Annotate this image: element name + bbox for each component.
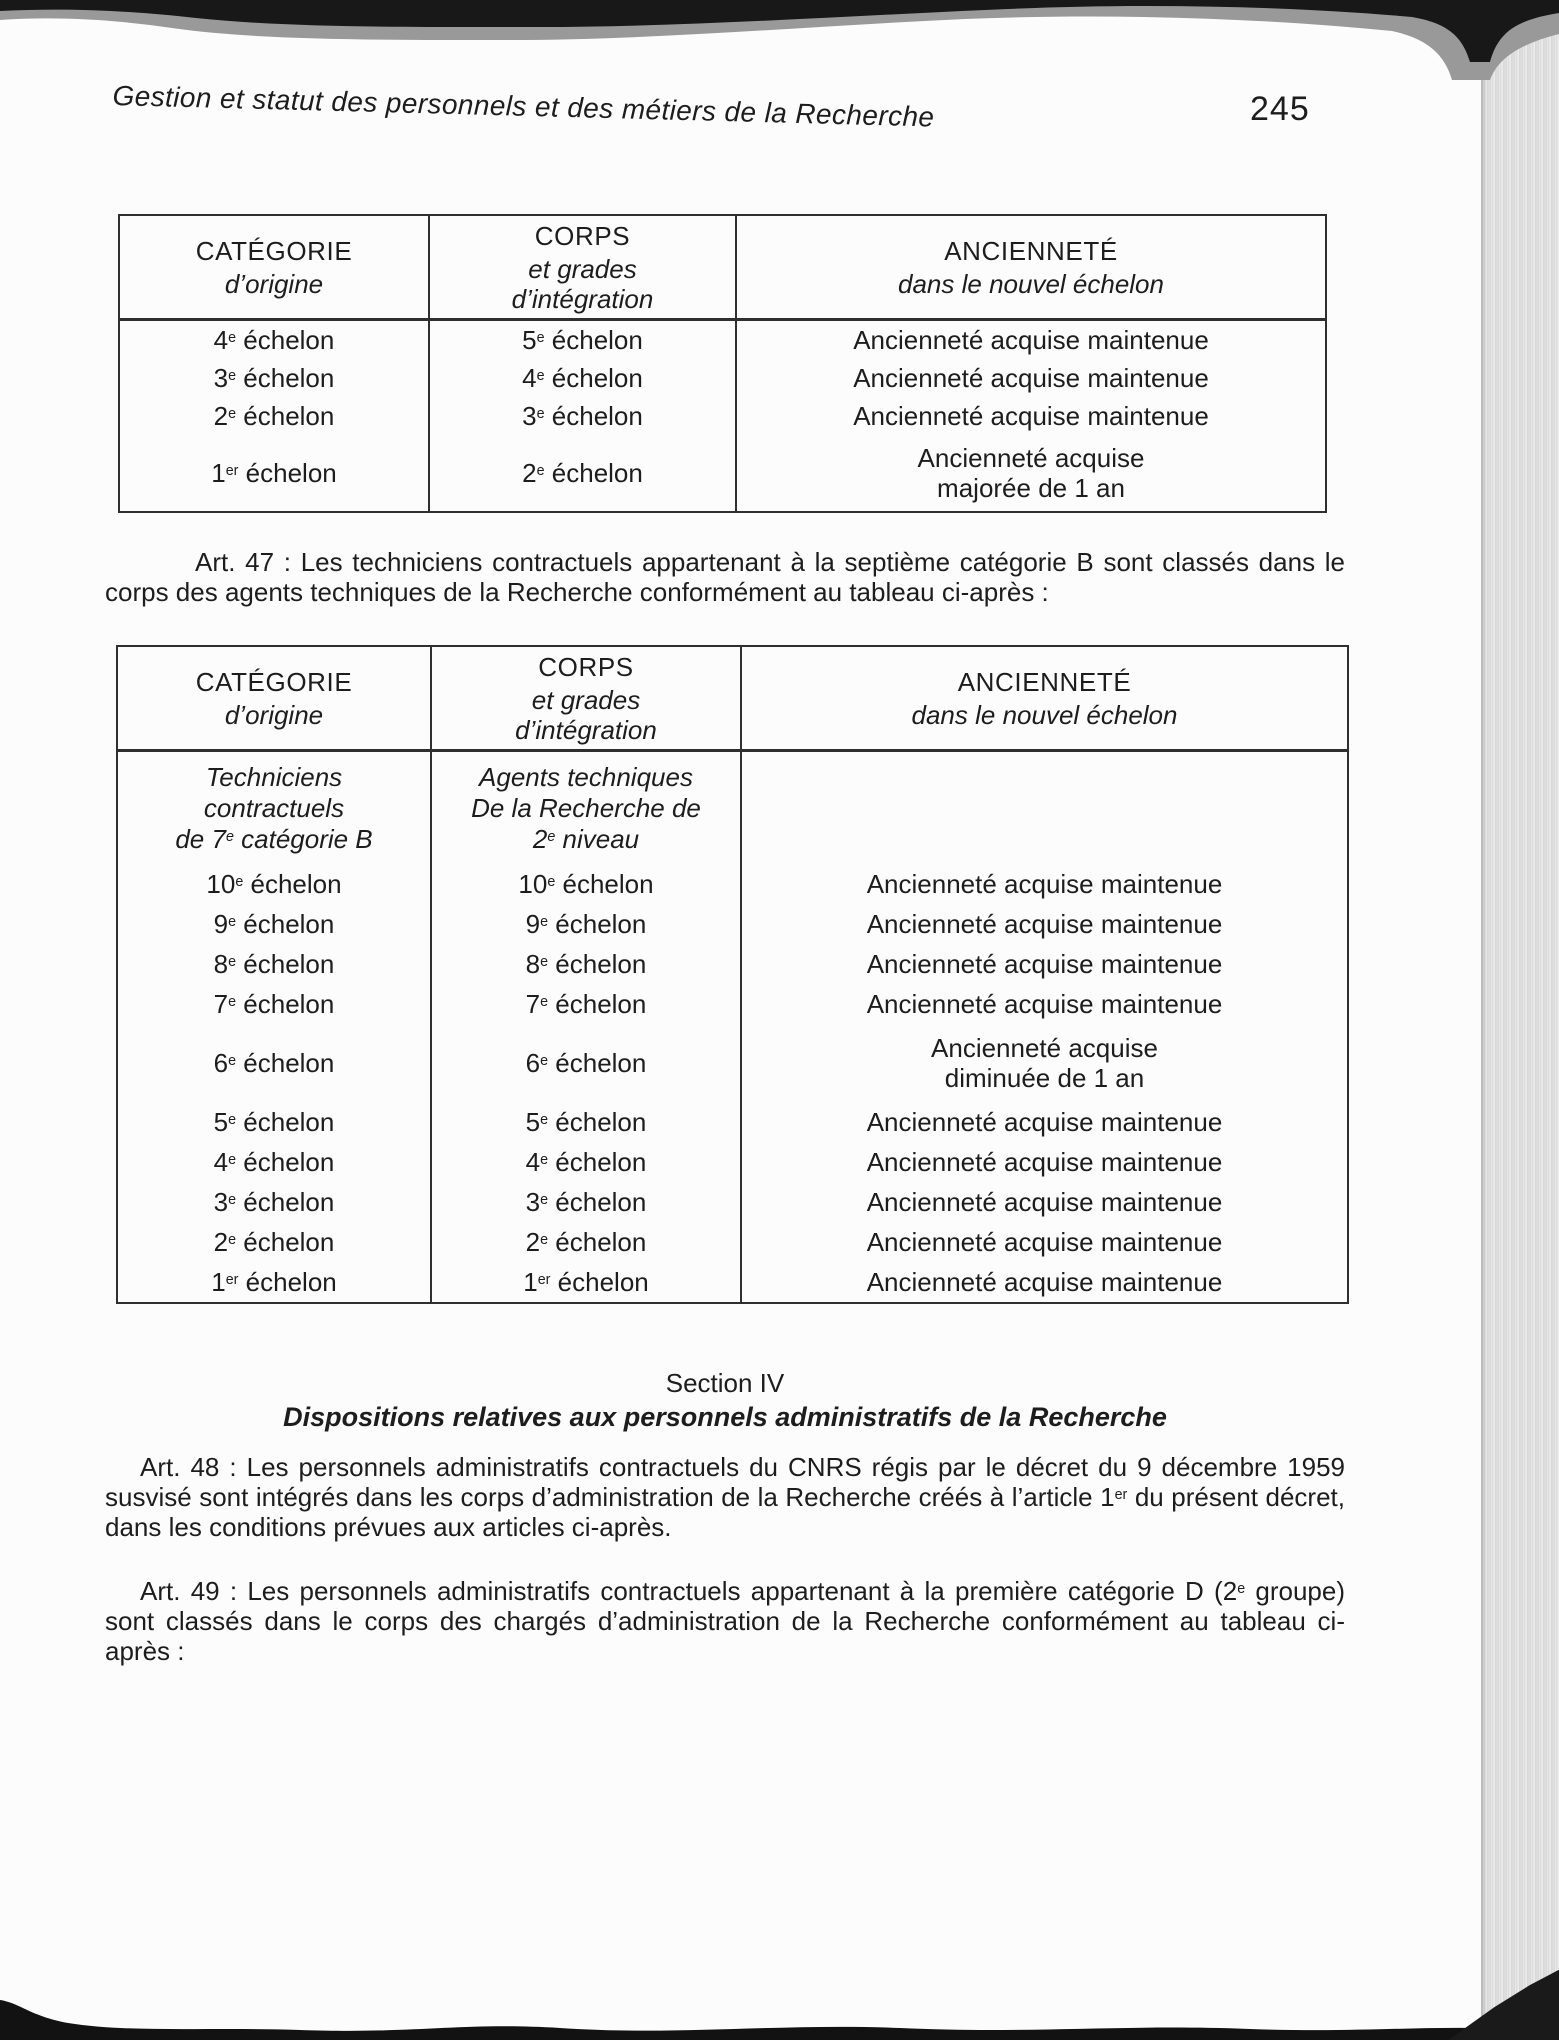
origin-echelon-cell: 4e échelon (117, 1142, 431, 1182)
table-row (117, 1222, 1348, 1262)
anciennete-cell (741, 751, 1348, 865)
table-row (117, 864, 1348, 904)
origin-echelon-cell: 2e échelon (119, 397, 429, 435)
corps-echelon-cell: 3e échelon (431, 1182, 741, 1222)
table-row (119, 320, 1326, 360)
column-header-categorie (119, 215, 429, 320)
corps-echelon-cell: 6e échelon (431, 1024, 741, 1102)
anciennete-cell: Ancienneté acquise maintenue (741, 944, 1348, 984)
origin-echelon-cell: 3e échelon (117, 1182, 431, 1222)
table-row (117, 1102, 1348, 1142)
origin-echelon-cell: 1er échelon (119, 435, 429, 512)
table-row (117, 904, 1348, 944)
column-header-corps (431, 646, 741, 751)
corps-echelon-cell: 3e échelon (429, 397, 736, 435)
anciennete-cell: Ancienneté acquise diminuée de 1 an (741, 1024, 1348, 1102)
column-header-subtitle: d’origine (224, 699, 324, 730)
anciennete-cell: Ancienneté acquise maintenue (741, 864, 1348, 904)
anciennete-cell: Ancienneté acquise maintenue (736, 320, 1326, 360)
anciennete-cell: Ancienneté acquise maintenue (741, 1142, 1348, 1182)
anciennete-cell: Ancienneté acquise maintenue (736, 359, 1326, 397)
page-number: 245 (1250, 90, 1310, 128)
origin-echelon-cell: 9e échelon (117, 904, 431, 944)
corps-echelon-cell: 5e échelon (431, 1102, 741, 1142)
running-header: Gestion et statut des personnels et des métiers de la Recherche (112, 80, 935, 133)
origin-echelon-cell: 10e échelon (117, 864, 431, 904)
origin-echelon-cell: 8e échelon (117, 944, 431, 984)
column-header-title: CATÉGORIE (195, 235, 353, 266)
anciennete-cell: Ancienneté acquise maintenue (741, 1182, 1348, 1222)
anciennete-cell: Ancienneté acquise maintenue (741, 1222, 1348, 1262)
article-47-paragraph: Art. 47 : Les techniciens contractuels appartenant à la septième catégorie B sont classés dans le corps des agents techniques de la Recherche conformément au tableau ci-après : (105, 547, 1345, 607)
corps-echelon-cell: 9e échelon (431, 904, 741, 944)
intro-row (117, 751, 1348, 865)
column-header-title: CORPS (534, 220, 631, 251)
corps-echelon-cell: 10e échelon (431, 864, 741, 904)
origin-echelon-cell: 7e échelon (117, 984, 431, 1024)
column-header-subtitle: et grades d’intégration (511, 253, 654, 314)
column-header-categorie (117, 646, 431, 751)
corps-echelon-cell: 2e échelon (431, 1222, 741, 1262)
corps-echelon-cell: 8e échelon (431, 944, 741, 984)
column-header-subtitle: et grades d’intégration (515, 684, 657, 745)
corps-echelon-cell: 2e échelon (429, 435, 736, 512)
column-header-subtitle: dans le nouvel échelon (898, 268, 1164, 299)
section-title: Dispositions relatives aux personnels administratifs de la Recherche (283, 1402, 1167, 1432)
origin-echelon-cell: 2e échelon (117, 1222, 431, 1262)
table-row (117, 1182, 1348, 1222)
origin-echelon-cell: 4e échelon (119, 320, 429, 360)
column-header-title: ANCIENNETÉ (944, 235, 1118, 266)
anciennete-cell: Ancienneté acquise maintenue (741, 904, 1348, 944)
table-row (117, 944, 1348, 984)
column-header-anciennete (736, 215, 1326, 320)
section-heading (105, 1366, 1345, 1434)
table-row (119, 397, 1326, 435)
section-kicker: Section IV (665, 1368, 785, 1398)
column-header-title: CORPS (538, 651, 634, 682)
column-header-subtitle: dans le nouvel échelon (911, 699, 1178, 730)
table-header-row (119, 215, 1326, 320)
integration-table-categorie-b7 (116, 645, 1349, 1304)
table-row (119, 359, 1326, 397)
corps-echelon-cell: 1er échelon (431, 1262, 741, 1303)
article-48-paragraph: Art. 48 : Les personnels administratifs contractuels du CNRS régis par le décret du 9 décembre 1959 susvisé sont intégrés dans les corps d’administration de la Recherche créés à l’article 1er du présent décret, dans les conditions prévues aux articles ci-après. (105, 1452, 1345, 1542)
table-header-row (117, 646, 1348, 751)
corps-echelon-cell: 4e échelon (429, 359, 736, 397)
column-header-corps (429, 215, 736, 320)
origin-echelon-cell: 5e échelon (117, 1102, 431, 1142)
column-header-subtitle: d’origine (224, 268, 324, 299)
table-row (117, 984, 1348, 1024)
origin-echelon-cell: 3e échelon (119, 359, 429, 397)
column-header-anciennete (741, 646, 1348, 751)
table-row (117, 1262, 1348, 1303)
anciennete-cell: Ancienneté acquise maintenue (736, 397, 1326, 435)
anciennete-cell: Ancienneté acquise maintenue (741, 1262, 1348, 1303)
table-row (117, 1024, 1348, 1102)
anciennete-cell: Ancienneté acquise maintenue (741, 984, 1348, 1024)
corps-echelon-cell: 7e échelon (431, 984, 741, 1024)
table-row (119, 435, 1326, 512)
column-header-title: CATÉGORIE (195, 666, 353, 697)
origin-echelon-cell: 1er échelon (117, 1262, 431, 1303)
anciennete-cell: Ancienneté acquise maintenue (741, 1102, 1348, 1142)
origin-category-cell: Techniciens contractuels de 7e catégorie B (117, 751, 431, 865)
corps-echelon-cell: 5e échelon (429, 320, 736, 360)
anciennete-cell: Ancienneté acquise majorée de 1 an (736, 435, 1326, 512)
corps-category-cell: Agents techniques De la Recherche de 2e niveau (431, 751, 741, 865)
column-header-title: ANCIENNETÉ (957, 666, 1132, 697)
corps-echelon-cell: 4e échelon (431, 1142, 741, 1182)
article-49-paragraph: Art. 49 : Les personnels administratifs contractuels appartenant à la première catégorie D (2e groupe) sont classés dans le corps des chargés d’administration de la Recherche conformément au tableau ci-après : (105, 1576, 1346, 1666)
table-row (117, 1142, 1348, 1182)
origin-echelon-cell: 6e échelon (117, 1024, 431, 1102)
integration-table-categorie-b1 (118, 214, 1327, 513)
